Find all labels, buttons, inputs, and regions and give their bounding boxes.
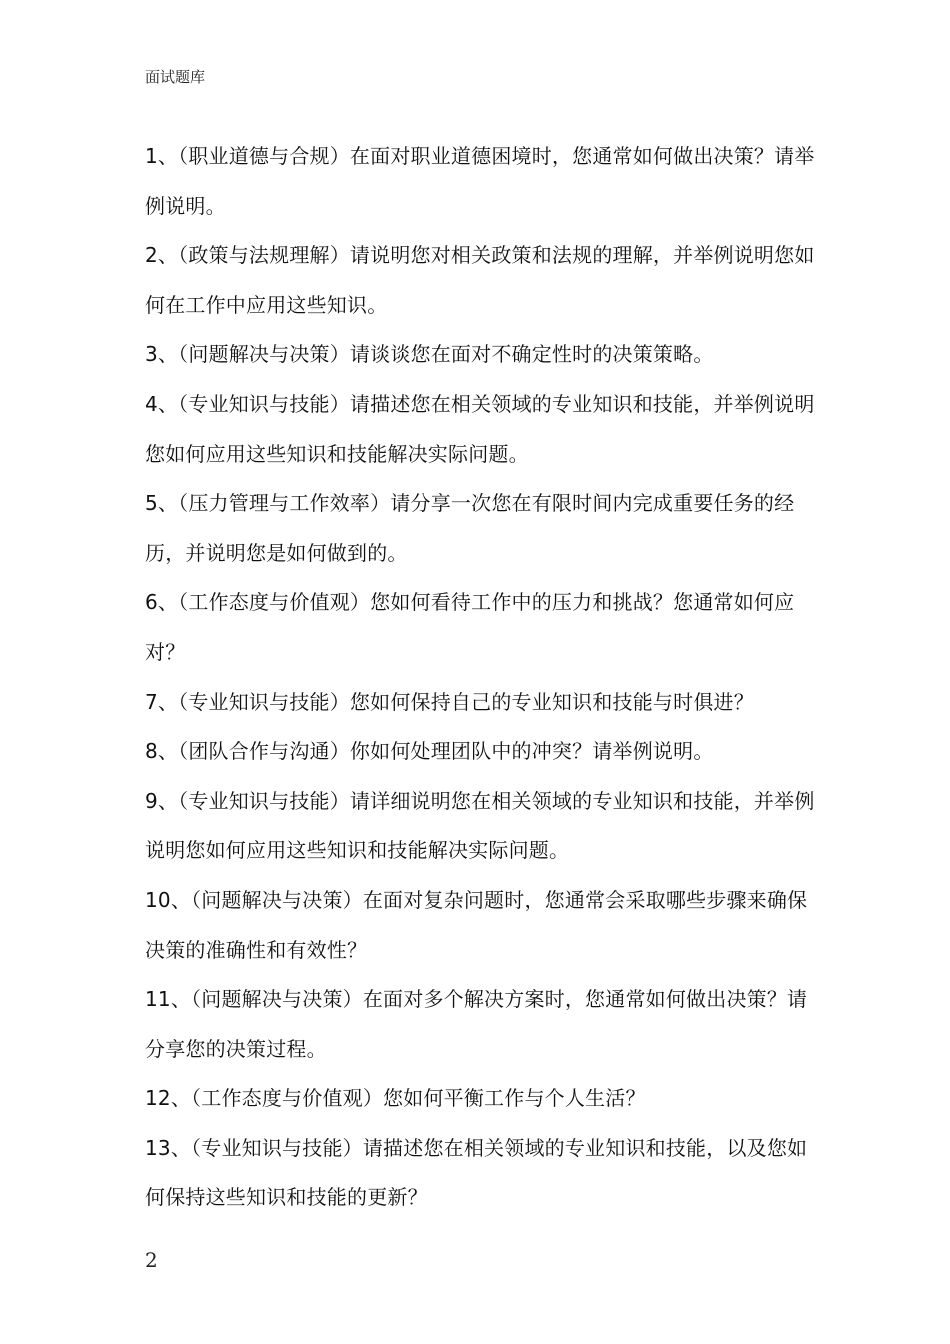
question-item-7: 7、（专业知识与技能）您如何保持自己的专业知识和技能与时俱进？ (145, 689, 754, 714)
page-number: 2 (145, 1248, 158, 1272)
question-item-1: 1、（职业道德与合规）在面对职业道德困境时，您通常如何做出决策？请举例说明。 (145, 144, 815, 218)
question-item-2: 2、（政策与法规理解）请说明您对相关政策和法规的理解，并举例说明您如何在工作中应用这些知识。 (145, 243, 815, 317)
question-item-3: 3、（问题解决与决策）请谈谈您在面对不确定性时的决策策略。 (145, 342, 714, 367)
question-item-13: 13、（专业知识与技能）请描述您在相关领域的专业知识和技能，以及您如何保持这些知识和技能的更新？ (145, 1135, 808, 1210)
question-list (145, 132, 825, 1223)
question-item-11: 11、（问题解决与决策）在面对多个解决方案时，您通常如何做出决策？请分享您的决策过程。 (145, 987, 808, 1061)
question-item-5: 5、（压力管理与工作效率）请分享一次您在有限时间内完成重要任务的经历，并说明您是如何做到的。 (145, 491, 795, 565)
question-item-8: 8、（团队合作与沟通）你如何处理团队中的冲突？请举例说明。 (145, 739, 714, 764)
question-item-4: 4、（专业知识与技能）请描述您在相关领域的专业知识和技能，并举例说明您如何应用这些知识和技能解决实际问题。 (145, 391, 815, 466)
question-item-12: 12、（工作态度与价值观）您如何平衡工作与个人生活？ (145, 1086, 646, 1111)
question-item-9: 9、（专业知识与技能）请详细说明您在相关领域的专业知识和技能，并举例说明您如何应用这些知识和技能解决实际问题。 (145, 788, 815, 863)
page-header: 面试题库 (145, 68, 206, 86)
question-item-6: 6、（工作态度与价值观）您如何看待工作中的压力和挑战？您通常如何应对？ (145, 590, 795, 664)
question-item-10: 10、（问题解决与决策）在面对复杂问题时，您通常会采取哪些步骤来确保决策的准确性和有效性？ (145, 887, 808, 962)
